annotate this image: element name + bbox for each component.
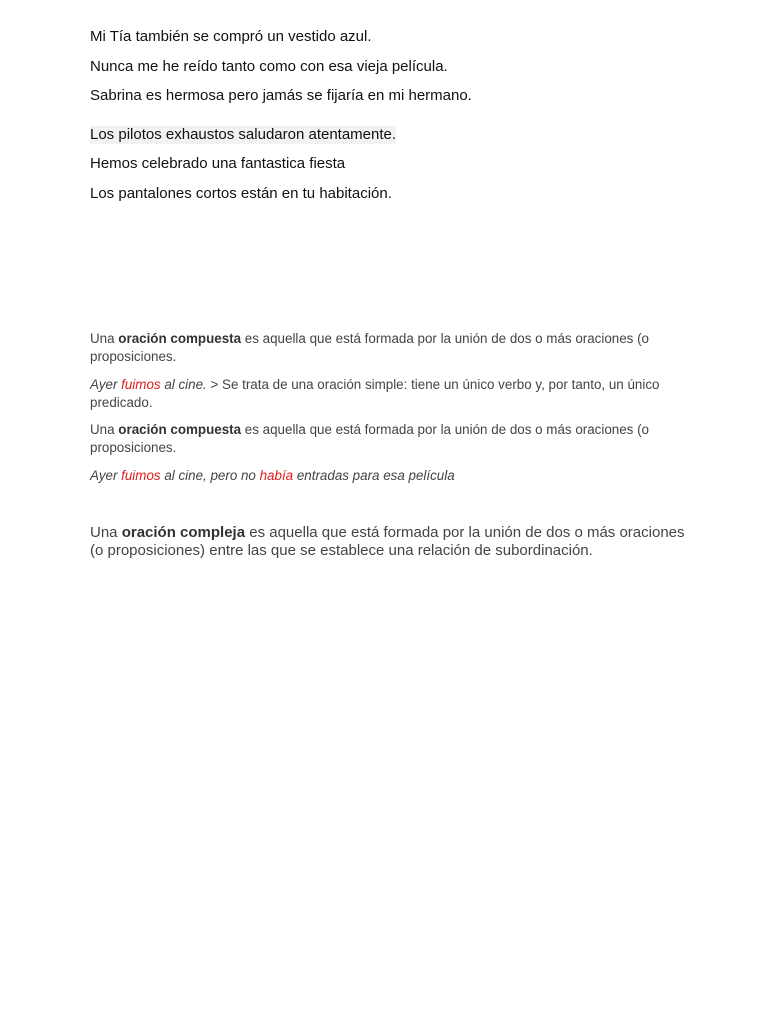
definition-complex — [90, 524, 690, 560]
sentence-2: Nunca me he reído tanto como con esa vieja película. — [90, 58, 448, 75]
sentence-4-highlighted: Los pilotos exhaustos saludaron atentamente. — [90, 126, 397, 143]
definition-term: oración compuesta — [118, 422, 242, 437]
definition-post: es aquella que está formada por la unión de dos o más oraciones (o proposiciones) entre las que se establece una relación de subordinación. — [90, 524, 685, 559]
example-verb-1: fuimos — [121, 468, 161, 483]
definition-post: es aquella que está formada por la unión de dos o más oraciones (o proposiciones. — [90, 422, 650, 455]
sentence-6: Los pantalones cortos están en tu habitación. — [90, 185, 392, 202]
example-word: entradas para esa película — [293, 468, 455, 483]
sentence-5: Hemos celebrado una fantastica fiesta — [90, 155, 346, 172]
definition-post: es aquella que está formada por la unión de dos o más oraciones (o proposiciones. — [90, 331, 650, 364]
example-compound-sentence — [90, 467, 680, 485]
example-verb-2: había — [259, 468, 294, 483]
definition-pre: Una — [90, 524, 122, 541]
definition-pre: Una — [90, 331, 119, 346]
example-word: al cine, pero no — [160, 468, 260, 483]
definition-compound-2 — [90, 421, 680, 457]
example-word: al cine. — [160, 377, 207, 392]
definition-compound-1 — [90, 330, 680, 366]
example-simple-sentence — [90, 376, 680, 412]
sentence-3: Sabrina es hermosa pero jamás se fijaría en mi hermano. — [90, 87, 472, 104]
example-word: Ayer — [90, 468, 122, 483]
definition-term: oración compuesta — [118, 331, 242, 346]
example-word: Ayer — [90, 377, 122, 392]
definition-term: oración compleja — [121, 524, 246, 541]
example-note: > Se trata de una oración simple: tiene un único verbo y, por tanto, un único predicado. — [90, 377, 660, 410]
sentence-1: Mi Tía también se compró un vestido azul. — [90, 28, 372, 45]
definition-pre: Una — [90, 422, 119, 437]
example-verb: fuimos — [121, 377, 161, 392]
